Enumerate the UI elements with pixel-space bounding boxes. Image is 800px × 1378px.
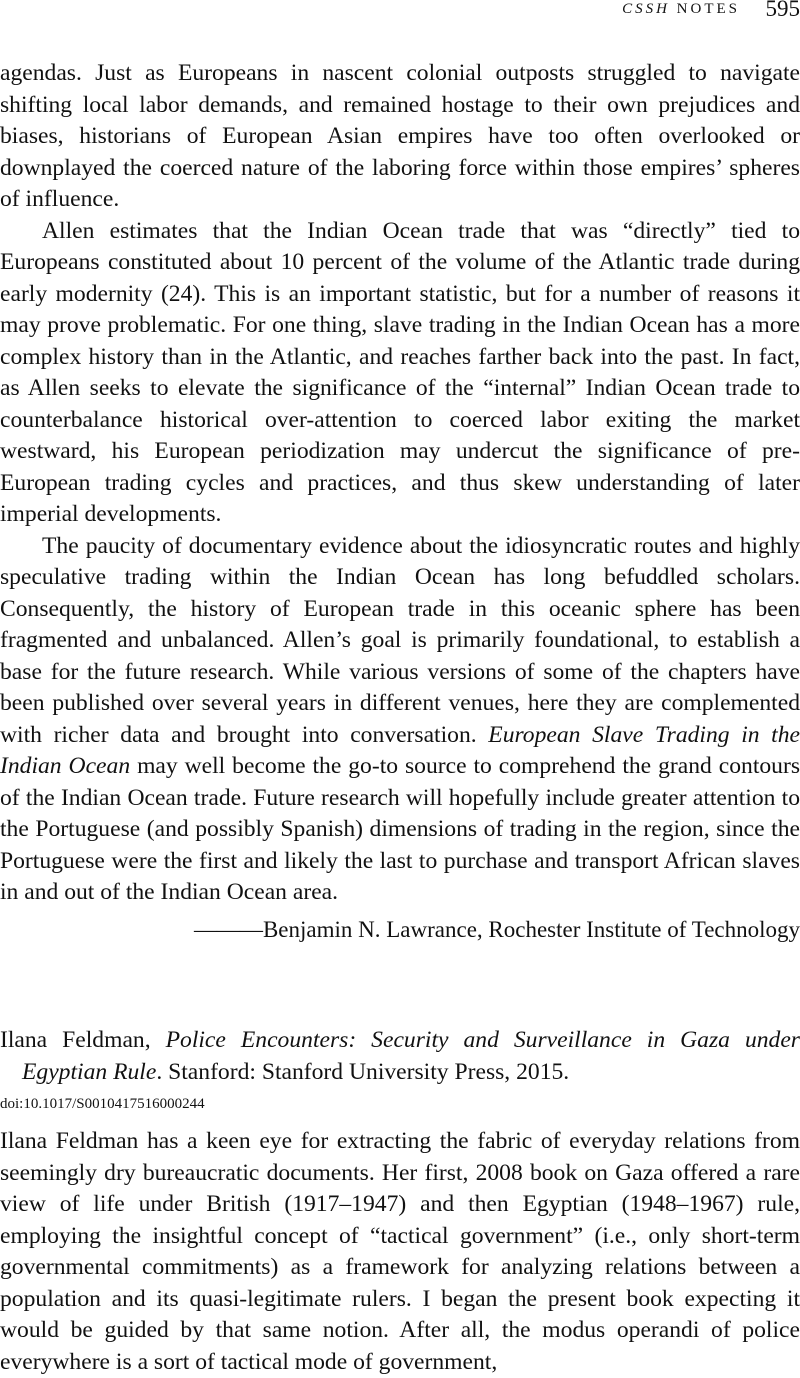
paragraph: Allen estimates that the Indian Ocean trade that was “directly” tied to Europeans constituted about 10 percent of the volume of the Atlantic trade during early modernity (24). This is an important statistic, but for a number of reasons it may prove problematic. For one thing, slave trading in the Indian Ocean has a more complex history than in the Atlantic, and reaches farther back into the past. In fact, as Allen seeks to elevate the significance of the “internal” Indian Ocean trade to counterbalance historical over-attention to coerced labor exiting the market westward, his European periodization may undercut the significance of pre-European trading cycles and practices, and thus skew understanding of later imperial developments. — [0, 216, 800, 531]
paragraph: Ilana Feldman has a keen eye for extracting the fabric of everyday relations from seemingly dry bureaucratic documents. Her first, 2008 book on Gaza offered a rare view of life under British (1917–1947) and then Egyptian (1948–1967) rule, employing the insightful concept of “tactical government” (i.e., only short-term governmental commitments) as a framework for analyzing relations between a population and its quasi-legitimate rulers. I began the present book expecting it would be guided by that same notion. After all, the modus operandi of police everywhere is a sort of tactical mode of government, — [0, 1126, 800, 1378]
doi-link[interactable]: doi:10.1017/S0010417516000244 — [0, 1096, 205, 1113]
review-text-continued — [0, 58, 800, 909]
paragraph-text: may well become the go-to source to comprehend the grand contours of the Indian Ocean trade. Future research will hopefully include greater attention to the Portuguese (and possibly Spanish) dimensions of trading in the region, since the Portuguese were the first and likely the last to purchase and transport African slaves in and out of the Indian Ocean area. — [0, 753, 800, 905]
journal-abbrev: CSSH — [622, 1, 670, 17]
book-title: Police Encounters: Security and Surveillance in Gaza under Egyptian Rule — [22, 1027, 800, 1085]
publication-info: . Stanford: Stanford University Press, 2015. — [156, 1059, 569, 1085]
running-header — [500, 0, 800, 26]
section-name: NOTES — [677, 1, 740, 17]
paragraph — [0, 531, 800, 909]
review-text — [0, 1126, 800, 1378]
review-citation — [0, 1024, 800, 1088]
page-number: 595 — [766, 0, 800, 22]
paragraph: agendas. Just as Europeans in nascent colonial outposts struggled to navigate shifting local labor demands, and remained hostage to their own prejudices and biases, historians of European Asian empires have too often overlooked or downplayed the coerced nature of the laboring force within those empires’ spheres of influence. — [0, 58, 800, 216]
paragraph-text: The paucity of documentary evidence about the idiosyncratic routes and highly speculative trading within the Indian Ocean has long befuddled scholars. Consequently, the history of European trade in this oceanic sphere has been fragmented and unbalanced. Allen’s goal is primarily foundational, to establish a base for the future research. While various versions of some of the chapters have been published over several years in different venues, here they are complemented with richer data and brought into conversation. — [0, 533, 800, 748]
book-title-reference: European Slave Trading in the Indian Ocean — [0, 722, 800, 780]
book-author: Ilana Feldman, — [0, 1027, 166, 1053]
reviewer-signature: ———Benjamin N. Lawrance, Rochester Institute of Technology — [194, 917, 800, 943]
running-head — [622, 1, 740, 18]
